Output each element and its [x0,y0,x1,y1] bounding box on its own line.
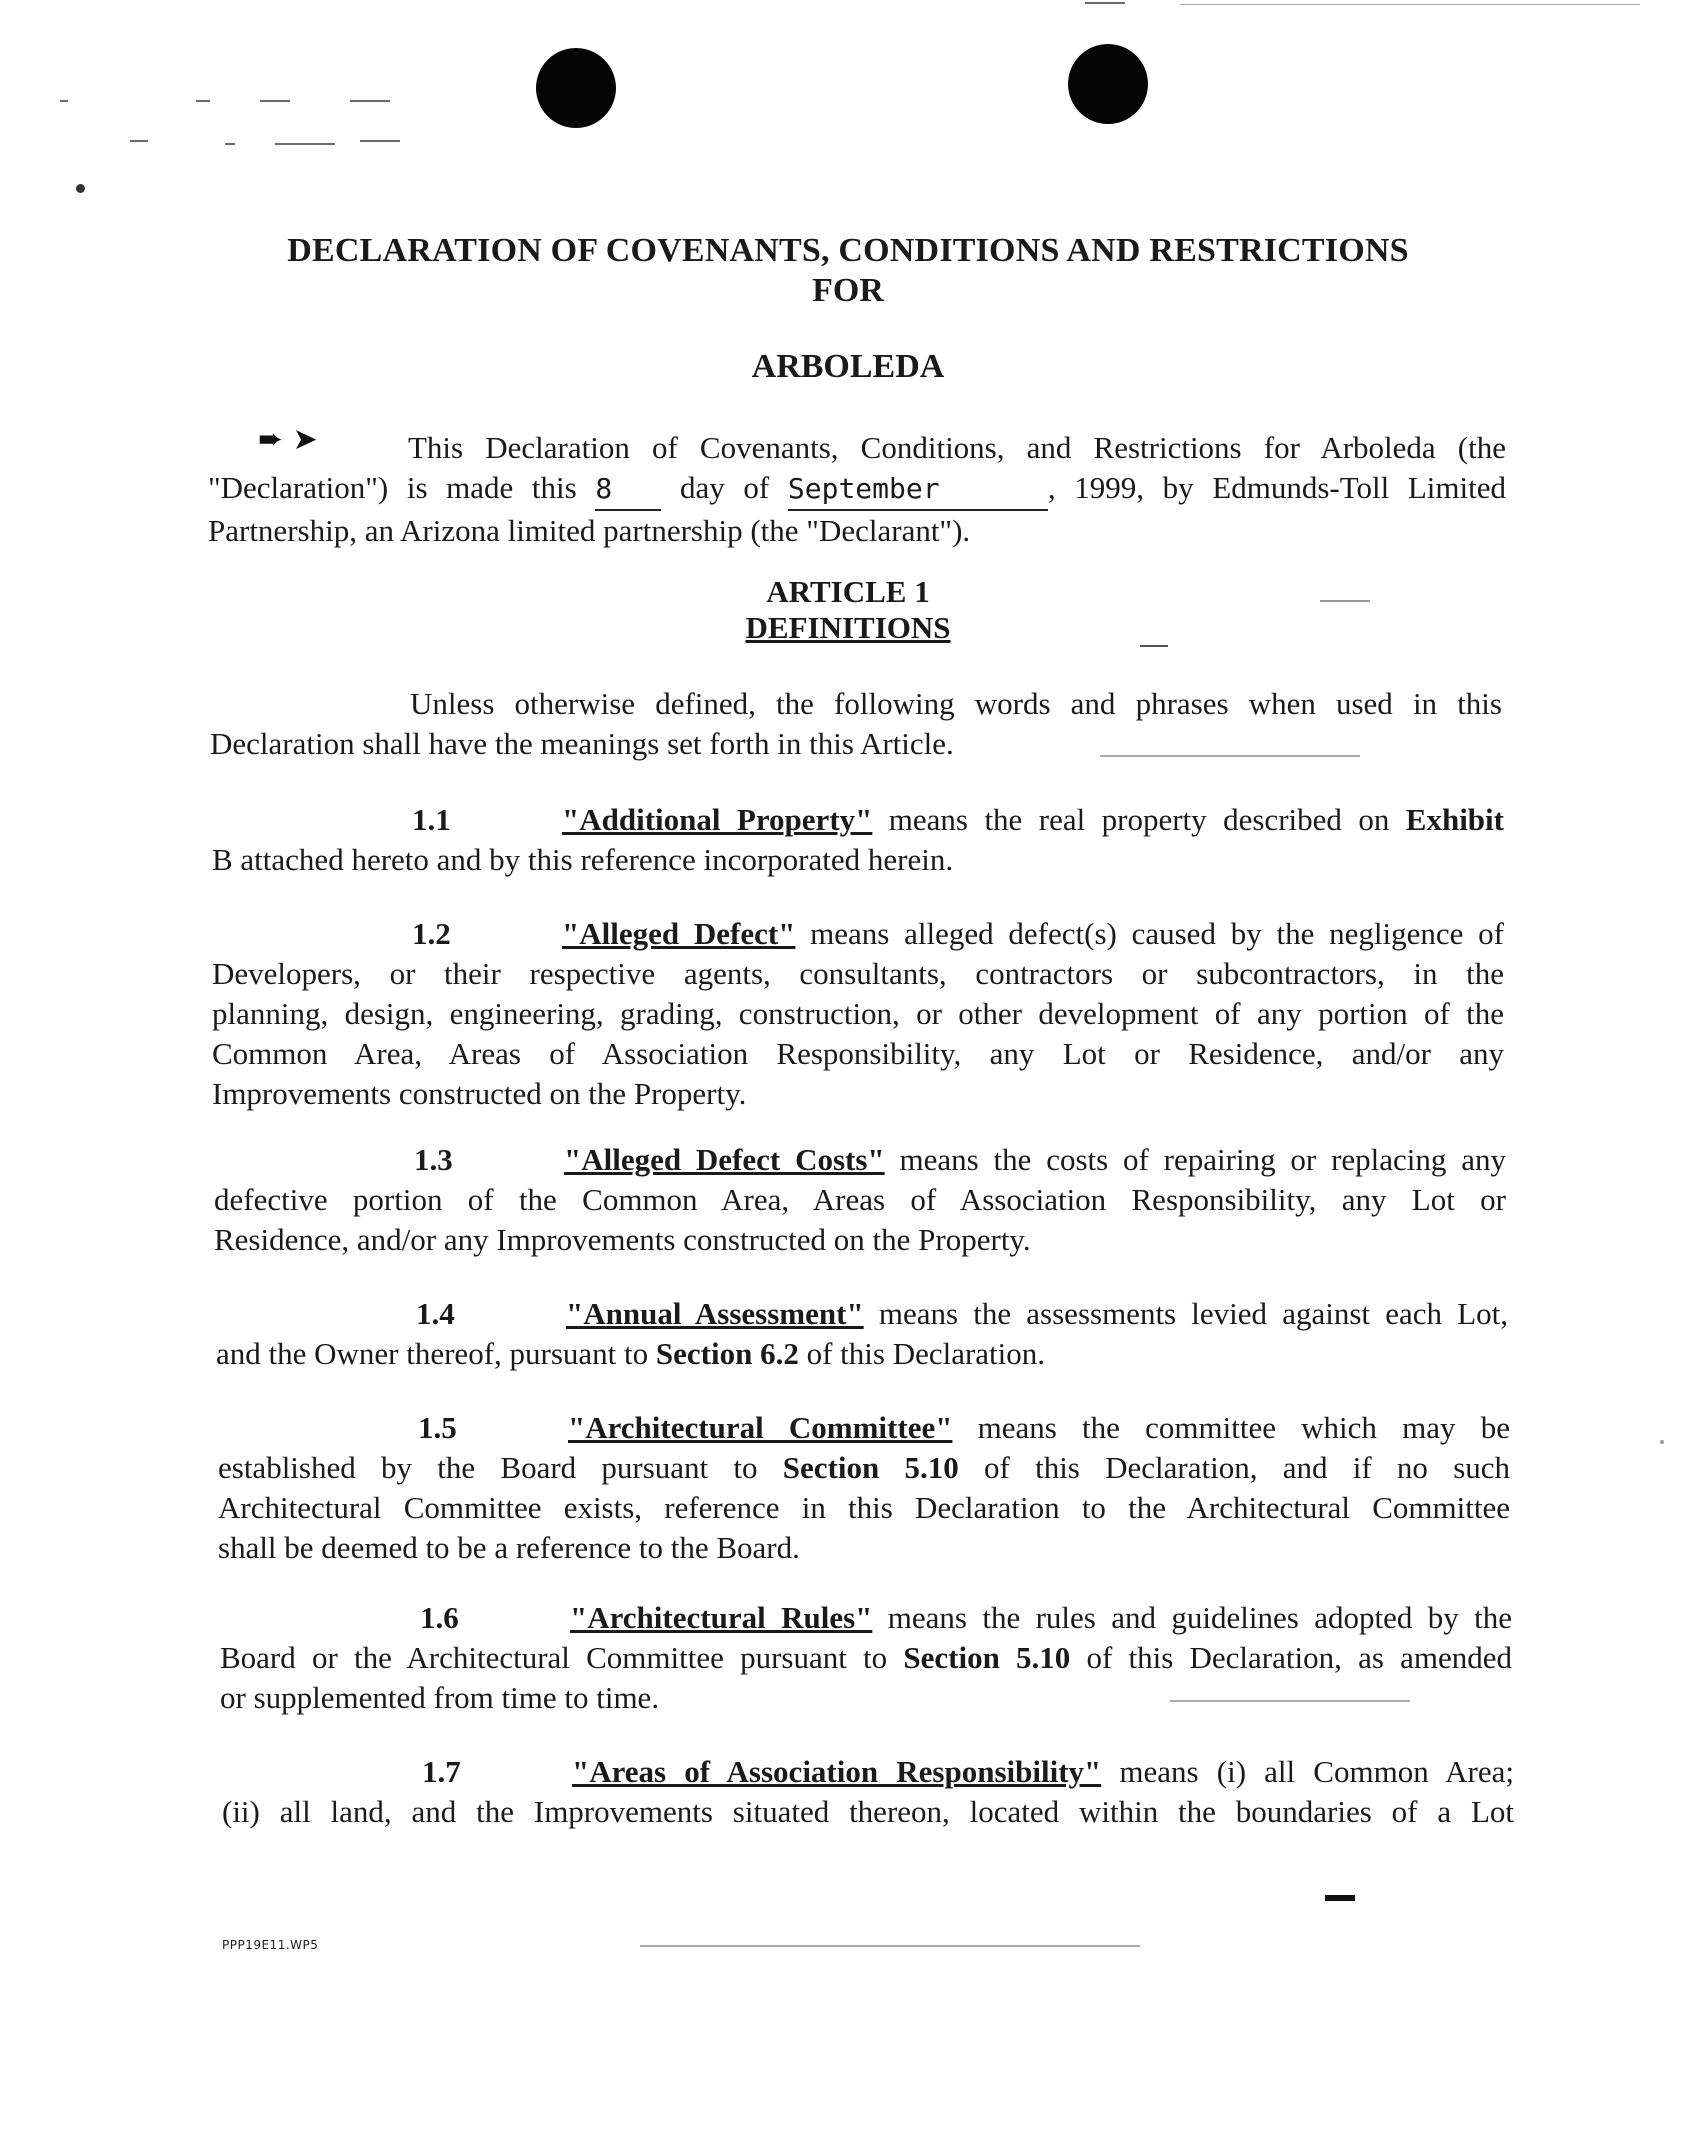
definition-line: or supplemented from time to time. [220,1680,660,1715]
preamble-line-1: Unless otherwise defined, the following words and phrases when used in this [410,686,1502,721]
document-title-arboleda: ARBOLEDA [751,348,945,385]
scan-speck [130,140,148,142]
month-blank-field: September [788,469,1048,511]
definition-term: "Alleged Defect Costs" [564,1142,885,1177]
definition-line [212,840,1504,880]
definition-number: 1.4 [416,1296,455,1331]
document-title-line-2: FOR [812,272,884,309]
scan-speck [260,100,290,102]
scan-dot [76,184,85,193]
definition-1-4 [216,1294,1508,1374]
scan-speck [60,100,68,102]
definition-1-6 [220,1598,1512,1718]
scan-speck [360,140,400,142]
definition-text: of this Declaration, as amended [1070,1640,1512,1675]
punch-hole-right [1068,44,1148,124]
scan-speck [640,1945,1140,1947]
definition-number: 1.5 [418,1410,457,1445]
definition-1-7 [222,1752,1514,1832]
definition-number: 1.2 [412,916,451,951]
definition-text: and the Owner thereof, pursuant to [216,1336,656,1371]
scan-speck [1325,1895,1355,1901]
definition-number: 1.7 [422,1754,461,1789]
preamble-paragraph [210,684,1502,764]
definition-text: means alleged defect(s) caused by the negligence of [795,916,1504,951]
scan-speck [225,143,235,145]
section-reference: Section 5.10 [782,1450,959,1485]
margin-arrow-mark: ➨ ➤ [258,422,318,457]
document-title-line-1: DECLARATION OF COVENANTS, CONDITIONS AND RESTRICTIONS [287,232,1409,269]
definition-text: means the costs of repairing or replacing any [884,1142,1506,1177]
intro-line-1: This Declaration of Covenants, Conditions, and Restrictions for Arboleda (the [408,430,1506,465]
intro-text: "Declaration") is made this [208,470,577,505]
day-blank-field: 8 [595,469,661,511]
definition-line [212,800,1504,840]
exhibit-reference: Exhibit [1405,802,1504,837]
definition-text: means the rules and guidelines adopted by the [872,1600,1512,1635]
definition-number: 1.6 [420,1600,459,1635]
scan-speck [196,100,210,102]
definition-term: "Alleged Defect" [562,916,796,951]
definition-term: "Architectural Committee" [568,1410,953,1445]
definition-1-5 [218,1408,1510,1568]
intro-paragraph [208,428,1506,551]
definition-line: defective portion of the Common Area, Areas of Association Responsibility, any Lot or [214,1182,1506,1217]
definition-line: shall be deemed to be a reference to the Board. [218,1530,800,1565]
intro-text: day of [680,470,770,505]
definition-term: "Architectural Rules" [570,1600,873,1635]
definition-line: Developers, or their respective agents, consultants, contractors or subcontractors, in the [212,956,1504,991]
definition-line: Residence, and/or any Improvements constructed on the Property. [214,1222,1031,1257]
scan-dot [1660,1440,1664,1444]
definition-text: established by the Board pursuant to [218,1450,783,1485]
definition-line [212,914,1504,954]
definition-line [216,1294,1508,1334]
definition-text: means the assessments levied against each Lot, [863,1296,1508,1331]
definition-line: Common Area, Areas of Association Responsibility, any Lot or Residence, and/or any [212,1036,1504,1071]
definition-line [216,1334,1508,1374]
definition-text: of this Declaration, and if no such [958,1450,1511,1485]
definition-text: of this Declaration. [798,1336,1046,1371]
definition-text: means the real property described on [872,802,1406,837]
definition-line [218,1408,1510,1448]
definition-text: Board or the Architectural Committee pursuant to [220,1640,904,1675]
intro-line-3: Partnership, an Arizona limited partnership (the "Declarant"). [208,513,971,548]
preamble-line-2: Declaration shall have the meanings set forth in this Article. [210,726,954,761]
article-number: ARTICLE 1 [766,574,930,609]
definition-number: 1.1 [412,802,451,837]
scan-speck [1180,4,1640,5]
definition-1-3 [214,1140,1506,1260]
definition-line: (ii) all land, and the Improvements situated thereon, located within the boundaries of a Lot [222,1794,1514,1829]
definition-line [218,1448,1510,1488]
article-heading: DEFINITIONS [745,610,951,645]
definition-number: 1.3 [414,1142,453,1177]
definition-line: Improvements constructed on the Property. [212,1076,747,1111]
definition-line [222,1752,1514,1792]
scan-speck [350,100,390,102]
punch-hole-left [536,48,616,128]
definition-line: Architectural Committee exists, reference in this Declaration to the Architectural Committee [218,1490,1510,1525]
definition-line [214,1140,1506,1180]
definition-line [220,1598,1512,1638]
section-reference: Section 5.10 [903,1640,1071,1675]
definition-text: means (i) all Common Area; [1101,1754,1514,1789]
definition-line: planning, design, engineering, grading, construction, or other development of any portion of the [212,996,1504,1031]
definition-1-2 [212,914,1504,1114]
definition-text: B attached hereto and by this reference incorporated herein. [212,842,954,877]
definition-term: "Areas of Association Responsibility" [572,1754,1102,1789]
definition-text: means the committee which may be [952,1410,1510,1445]
definition-line [220,1638,1512,1678]
intro-text: , 1999, by Edmunds-Toll Limited [1047,470,1506,505]
intro-line-2 [208,468,1506,511]
definition-term: "Annual Assessment" [566,1296,864,1331]
definition-term: "Additional Property" [562,802,873,837]
section-reference: Section 6.2 [655,1336,799,1371]
document-file-id: PPP19E11.WP5 [222,1938,319,1952]
scan-speck [275,143,335,145]
definition-1-1 [212,800,1504,880]
scan-speck [1085,2,1125,4]
